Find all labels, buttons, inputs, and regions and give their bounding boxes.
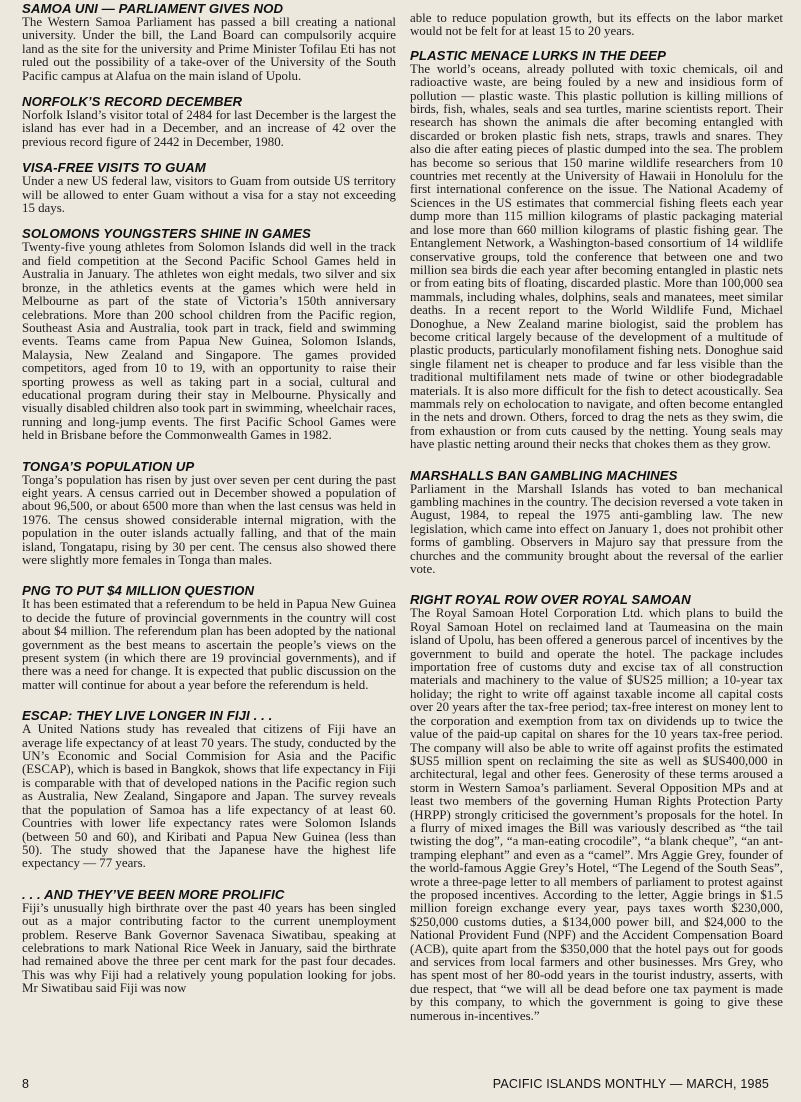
story-royal-samoan bbox=[410, 593, 783, 1023]
story-body: Under a new US federal law, visitors to Guam from outside US territory will be allowed to enter Guam without a visa for a stay not exceeding 15 days. bbox=[22, 174, 396, 216]
story-png-referendum bbox=[22, 584, 396, 692]
story-norfolk-record bbox=[22, 95, 396, 149]
publication-footer: PACIFIC ISLANDS MONTHLY — MARCH, 1985 bbox=[492, 1077, 769, 1091]
story-guam-visa bbox=[22, 161, 396, 215]
story-headline: . . . AND THEY’VE BEEN MORE PROLIFIC bbox=[22, 886, 285, 902]
story-headline: TONGA’S POPULATION UP bbox=[22, 458, 195, 474]
story-body: able to reduce population growth, but its effects on the labor market would not be felt for at least 15 to 20 years. bbox=[410, 11, 783, 39]
story-body: A United Nations study has revealed that citizens of Fiji have an average life expectancy of at least 70 years. The study, conducted by the UN’s Economic and Social Commision for Asia and the Pacific (ESCAP), which is based in Bangkok, shows that life expectancy in Fiji is comparable with that of developed nations in the Pacific region such as Australia, New Zealand, Singapore and Japan. The survey reveals that the population of Samoa has a life expectancy of at least 60. Countries with lower life expectancy rates were Solomon Islands (between 50 and 60), and Kiribati and Papua New Guinea (less than 50). The study showed that the Japanese have the highest life expectancy — 77 years. bbox=[22, 722, 396, 871]
story-tonga-population bbox=[22, 460, 396, 568]
left-column bbox=[22, 2, 396, 996]
story-headline: SAMOA UNI — PARLIAMENT GIVES NOD bbox=[22, 1, 284, 16]
story-body: It has been estimated that a referendum to be held in Papua New Guinea to decide the future of provincial governments in the country will cost about $4 million. The referendum plan has been adopted by the national government as the best means to ascertain the people’s views on the present system (in which there are 19 provincial governments), and if there was a need for change. It is expected that public discussion on the matter will continue for about a year before the referendum is held. bbox=[22, 597, 396, 692]
story-samoa-uni bbox=[22, 2, 396, 83]
story-escap-fiji bbox=[22, 709, 396, 870]
story-headline: NORFOLK’S RECORD DECEMBER bbox=[22, 94, 243, 110]
right-column bbox=[410, 2, 783, 1023]
story-solomons-games bbox=[22, 227, 396, 442]
story-headline: PLASTIC MENACE LURKS IN THE DEEP bbox=[410, 47, 666, 63]
story-headline: VISA-FREE VISITS TO GUAM bbox=[22, 160, 206, 176]
story-body: The Royal Samoan Hotel Corporation Ltd. which plans to build the Royal Samoan Hotel on reclaimed land at Taumeasina on the main island of Upolu, has been offered a generous parcel of incentives by the government to build and operate the hotel. The package includes importation free of customs duty and excise tax of all construction materials and machinery to the value of $US25 million; a 10-year tax holiday; the right to write off against taxable income all capital costs over 20 years after the tax-free period; tax-free interest on money lent to the corporation and exemption from tax on dividends up to twice the value of the paid-up capital on shares for the 10 years tax-free period. The company will also be able to write off against profits the estimated $US5 million spent on reclaiming the site as well as $US400,000 in architectural, legal and other fees. Generosity of these terms aroused a storm in Western Samoa’s parliament. Several Opposition MPs and at least two members of the governing Human Rights Protection Party (HRPP) strongly criticised the government’s proposals for the hotel. In a flurry of mixed images the Bill was variously described as “the tail twisting the dog”, “a man-eating crocodile”, “a blank cheque”, “an ant-tramping elephant” and even as a “camel”. Mrs Aggie Grey, founder of the world-famous Aggie Grey’s Hotel, “The Legend of the South Seas”, wrote a three-page letter to all members of parliament to protest against the proposed incentives. According to the letter, Aggie brings in $1.5 million foreign exchange every year, pays taxes worth $230,000, $250,000 customs duties, a $134,000 power bill, and $24,000 to the National Provident Fund (NPF) and the Accident Compensation Board (ACB), quite apart from the $350,000 that the hotel pays out for goods and services from local farmers and other businesses. Mrs Grey, who has spent most of her 80-odd years in the tourist industry, asserts, with due respect, that “we will all be dead before one tax payment is made by this company, to which the government is going to give these numerous in-incentives.” bbox=[410, 606, 783, 1023]
story-body: Tonga’s population has risen by just over seven per cent during the past eight years. A census carried out in December showed a population of about 96,500, or about 6500 more than when the last census was held in 1976. The census showed considerable internal migration, with the population in the outer islands actually falling, and that of the main island, Tongatapu, rising by 30 per cent. The census also showed there were slightly more females in Tonga than males. bbox=[22, 472, 396, 567]
page-number: 8 bbox=[22, 1077, 29, 1091]
story-fiji-birthrate-continued bbox=[410, 12, 783, 39]
story-marshalls-gambling bbox=[410, 469, 783, 577]
story-fiji-birthrate bbox=[22, 888, 396, 996]
story-headline: MARSHALLS BAN GAMBLING MACHINES bbox=[410, 467, 678, 483]
story-headline: RIGHT ROYAL ROW OVER ROYAL SAMOAN bbox=[410, 592, 691, 608]
story-body: Parliament in the Marshall Islands has voted to ban mechanical gambling machines in the country. The decision reversed a vote taken in August, 1984, to repeal the 1975 anti-gambling law. The new legislation, which came into effect on January 1, does not prohibit other forms of gambling. Observers in Majuro say that pressure from the churches and the community brought about the reversal of the earlier vote. bbox=[410, 481, 783, 577]
story-headline: SOLOMONS YOUNGSTERS SHINE IN GAMES bbox=[22, 226, 311, 242]
story-plastic-menace bbox=[410, 49, 783, 452]
story-body: Twenty-five young athletes from Solomon Islands did well in the track and field competition at the Second Pacific School Games held in Australia in January. The athletes won eight medals, two silver and six bronze, in the athletics events at the games which were held in Melbourne as part of the state of Victoria’s 150th anniversary celebrations. More than 200 school children from the Pacific region, Southeast Asia and Australia, took part in track, field and swimming events. Teams came from Papua New Guinea, Solomon Islands, Malaysia, New Zealand and Singapore. The games provided competitors, aged from 10 to 19, with an opportunity to raise their sporting prowess as well as taking part in a social, cultural and educational program during their stay in Melbourne. Physically and visually disabled children also took part in swimming, wheelchair races, running and long-jump events. The first Pacific School Games were held in Brisbane before the Commonwealth Games in 1982. bbox=[22, 240, 396, 443]
story-headline: PNG TO PUT $4 MILLION QUESTION bbox=[22, 583, 255, 599]
story-body: Fiji’s unusually high birthrate over the past 40 years has been singled out as a major contributing factor to the current unemployment problem. Reserve Bank Governor Savenaca Siwatibau, speaking at celebrations to mark National Rice Week in January, said the birthrate had remained above the three per cent mark for the past four decades. This was why Fiji had a relatively young population looking for jobs. Mr Siwatibau said Fiji was now bbox=[22, 900, 396, 996]
story-body: Norfolk Island’s visitor total of 2484 for last December is the largest the island has ever had in a December, and an increase of 42 over the previous record figure of 2442 in December, 1980. bbox=[22, 108, 396, 149]
story-body: The world’s oceans, already polluted with toxic chemicals, oil and radioactive waste, are being fouled by a new and insidious form of pollution — plastic waste. This plastic pollution is killing millions of birds, fish, whales, seals and sea turtles, marine scientists report. Their research has shown the animals die after becoming entangled with discarded or broken plastic fish nets, straps, trawls and snares. They also die after eating pieces of plastic dumped into the sea. The problem has become so serious that 150 marine wildlife researchers from 10 countries met recently at the University of Hawaii in Honolulu for the first international conference on the issue. The National Academy of Sciences in the US estimates that commercial fishing fleets each year dump more than 115 million kilograms of plastic packaging material and lose more than 660 million kilograms of plastic fishing gear. The Entanglement Network, a Washington-based consortium of 14 wildlife conservative groups, told the conference that between one and two million sea birds die each year after becoming entangled in plastic nets or from eating bits of floating, discarded plastic. More than 100,000 sea mammals, including whales, dolphins, seals and manatees, meet similar deaths. In a recent report to the World Wildlife Fund, Michael Donoghue, a New Zealand marine biologist, said the problem has become critical largely because of the development of a multitude of plastic products, particularly monofilament fishing nets. Donoghue said single filament net is cheaper to produce and far less visible than the traditional multifilament nets made of twine or other biodegradable materials. It is also more difficult for the fish to detect acoustically. Sea mammals rely on echolocation to navigate, and often become entangled in the nets and drown. Others, forced to drag the nets as they swim, die from exhaustion or from cuts caused by the netting. Young seals may have plastic netting around their necks that chokes them as they grow. bbox=[410, 61, 783, 452]
story-body: The Western Samoa Parliament has passed a bill creating a national university. Under the bill, the Land Board can compulsorily acquire land as the site for the university and Prime Minister Tofilau Eti has not ruled out the possibility of a take-over of the University of the South Pacific campus at Alafua on the main island of Upolu. bbox=[22, 15, 396, 83]
story-headline: ESCAP: THEY LIVE LONGER IN FIJI . . . bbox=[22, 708, 273, 724]
